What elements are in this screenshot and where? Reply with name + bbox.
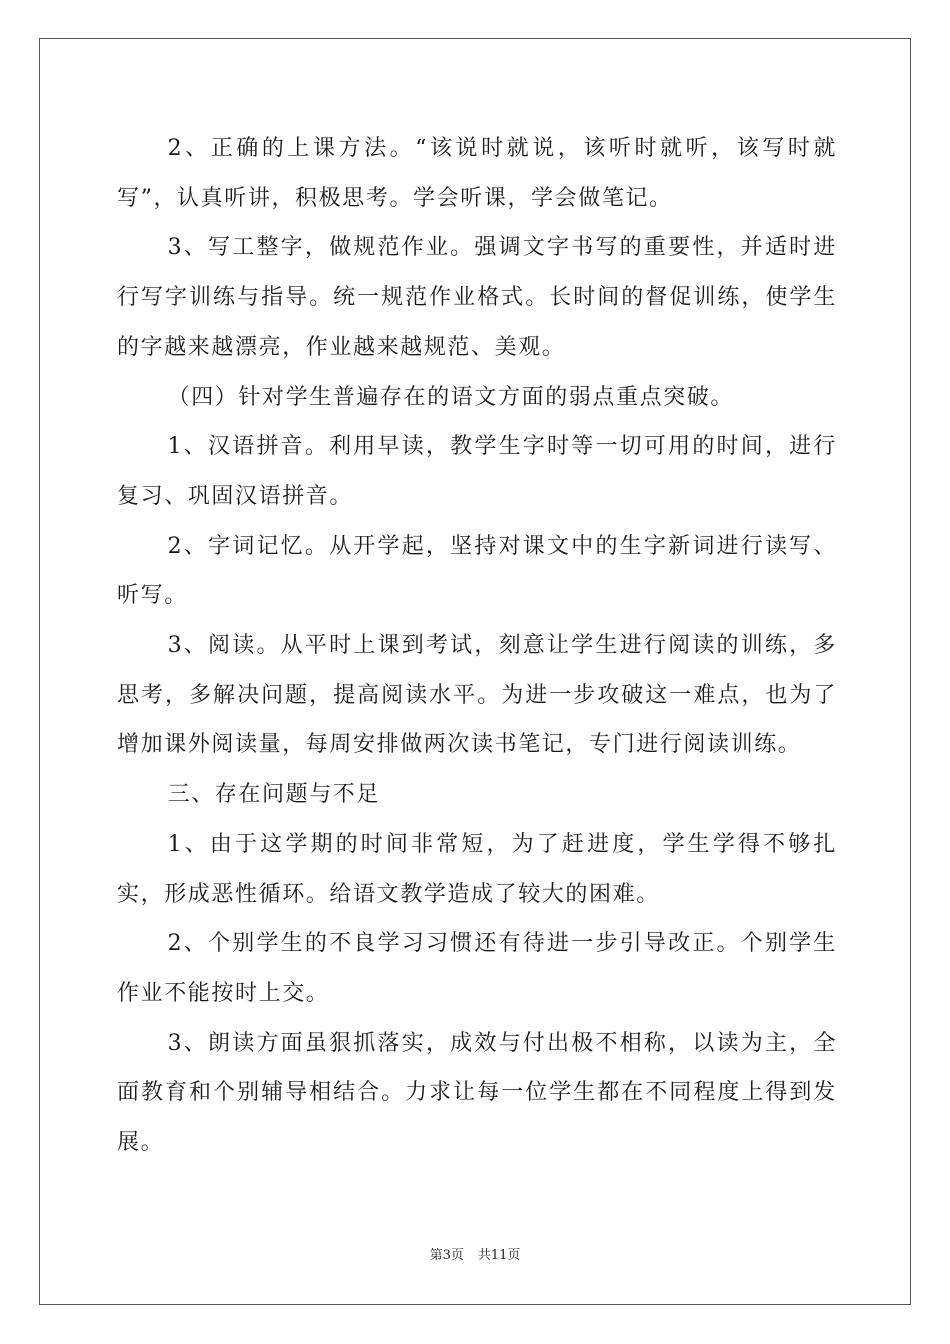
paragraph: 2、正确的上课方法。“该说时就说，该听时就听，该写时就写”，认真听讲，积极思考。学会听课，学会做笔记。 bbox=[117, 136, 837, 211]
paragraph: 3、朗读方面虽狠抓落实，成效与付出极不相称，以读为主，全面教育和个别辅导相结合。力求让每一位学生都在不同程度上得到发展。 bbox=[117, 1030, 837, 1156]
paragraph: 1、由于这学期的时间非常短，为了赶进度，学生学得不够扎实，形成恶性循环。给语文教学造成了较大的困难。 bbox=[117, 831, 837, 907]
paragraph: 3、写工整字，做规范作业。强调文字书写的重要性，并适时进行写字训练与指导。统一规范作业格式。长时间的督促训练，使学生的字越来越漂亮，作业越来越规范、美观。 bbox=[117, 235, 837, 360]
paragraph: 2、字词记忆。从开学起，坚持对课文中的生字新词进行读写、听写。 bbox=[117, 533, 837, 609]
section-heading: 三、存在问题与不足 bbox=[167, 782, 380, 808]
page-footer bbox=[0, 1244, 950, 1263]
paragraph: 3、阅读。从平时上课到考试，刻意让学生进行阅读的训练，多思考，多解决问题，提高阅读水平。为进一步攻破这一难点，也为了增加课外阅读量，每周安排做两次读书笔记，专门进行阅读训练。 bbox=[117, 633, 837, 758]
paragraph: 1、汉语拼音。利用早读，教学生字时等一切可用的时间，进行复习、巩固汉语拼音。 bbox=[117, 434, 837, 509]
paragraph: 2、个别学生的不良学习习惯还有待进一步引导改正。个别学生作业不能按时上交。 bbox=[117, 931, 837, 1006]
total-pages: 共11页 bbox=[477, 1248, 521, 1263]
document-body bbox=[117, 124, 837, 1168]
current-page-number: 第3页 bbox=[429, 1248, 464, 1263]
section-heading: （四）针对学生普遍存在的语文方面的弱点重点突破。 bbox=[167, 384, 734, 410]
